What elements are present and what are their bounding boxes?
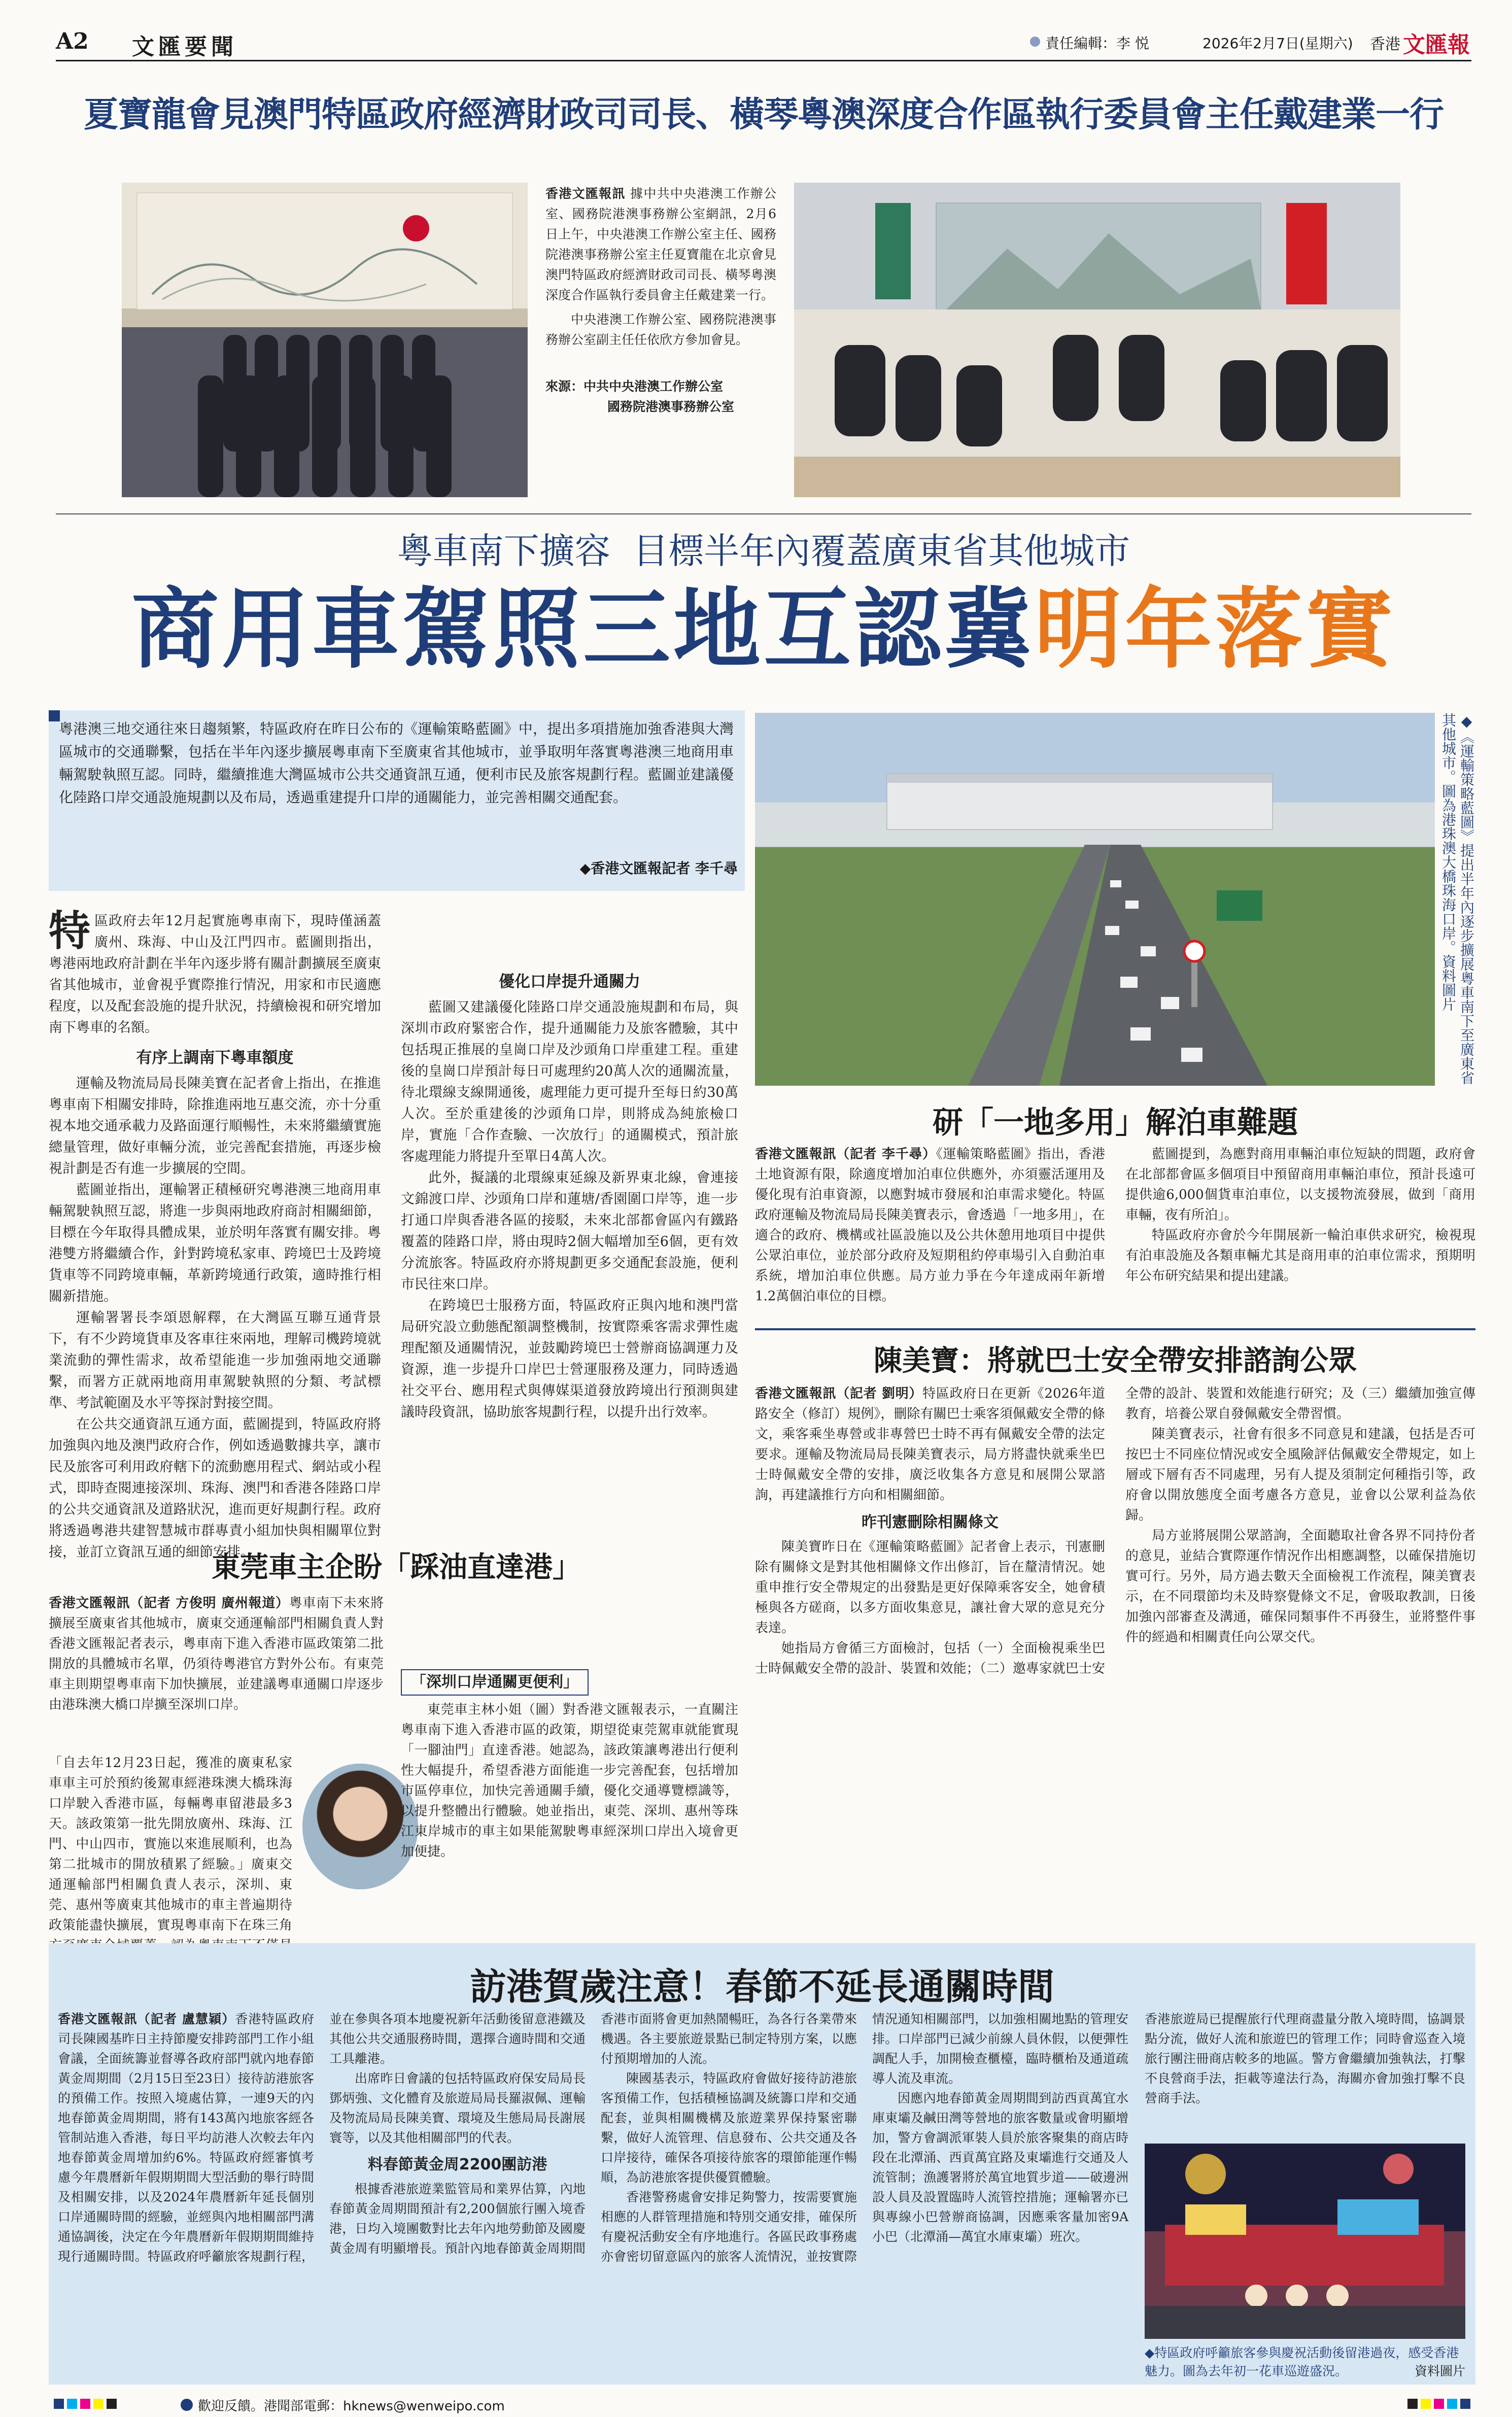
main-para5: 在公共交通資訊互通方面，藍圖提到，特區政府將加強與內地及澳門政府合作，例如透過數據共享，讓市民及旅客可利用政府轄下的流動應用程式、網站或小程式，即時查閱連接深圳、珠海、澳門和香港各陸路口岸的公共交通資訊及道路狀況，進而更好規劃行程。政府將透過粵港共建智慧城市群專責小組加快與相關單位對接，並訂立資訊互通的細節安排。: [49, 1417, 381, 1560]
side1-text: 《運輸策略藍圖》指出，香港土地資源有限，除適度增加泊車位供應外，亦須靈活運用及優化現有泊車資源，以應對城市發展和泊車需求變化。特區政府運輸及物流局局長陳美寶表示，會透過「一地多用」，在適合的政府、機構或社區設施以及公共休憩用地項目中提供公眾泊車位，並於部分政府及短期租約停車場引入自動泊車系統，增加泊車位供應。局方並力爭在今年達成兩年新增1.2萬個泊車位的目標。: [755, 1147, 1105, 1304]
editor-credit: 責任編輯：李 悦: [1045, 35, 1149, 52]
side1-text3: 特區政府亦會於今年開展新一輪泊車供求研究，檢視現有泊車設施及各類車輛尤其是商用車的泊車位需求，預期明年公布研究結果和提出建議。: [1125, 1228, 1475, 1284]
main-photo: [755, 713, 1435, 1086]
color-register-marks: [54, 2399, 155, 2411]
section-name: 文匯要聞: [132, 34, 237, 60]
side2-headline: 陳美寶：將就巴士安全帶安排諮詢公眾: [874, 1344, 1357, 1377]
meeting-photo-illustration: [794, 183, 1400, 497]
group-photo-illustration: [122, 183, 528, 497]
bottom-text1: 香港特區政府司長陳國基昨日主持節慶安排跨部門工作小組會議，全面統籌並督導各政府部門就內地春節黃金周期間（2月15日至23日）接待訪港旅客的預備工作。按照入境處估算，一連9天的內地春節黃金周期間，將有143萬內地旅客經各管制站進入香港，每日平均訪港人次較去年內地春節黃金周增加約6%。特區政府經審慎考慮今年農曆新年假期期間大型活動的舉行時間及相關安排，以及2024年農曆新年延長個別口岸通關時間的經驗，並經與內地相關部門溝通協調後，決定在今年農曆新年假期期間維持現行通關時間。特區政府呼籲旅客規劃行程，並在參與各項本地慶祝新年活動後留意港鐵及其他公共交通服務時間，選擇合適時間和交通工具離港。: [58, 2012, 586, 2264]
main-intro: [59, 717, 734, 809]
main-col2: [401, 911, 738, 1423]
main-para1: 區政府去年12月起實施粵車南下，現時僅涵蓋廣州、珠海、中山及江門四市。藍圖則指出，粵港兩地政府計劃在半年內逐步將有關計劃擴展至廣東省其他城市，並會視乎實際推行情況，用家和市民適應程度，以及配套設施的提升狀況，持續檢視和研究增加南下粵車的名額。: [49, 913, 381, 1035]
side2-lead: 香港文匯報訊（記者 劉明）: [755, 1386, 923, 1401]
main-col1: [49, 907, 381, 1563]
story1-source1: 來源：中共中央港澳工作辦公室: [545, 379, 724, 394]
main-headline-part2: 明年落實: [1035, 577, 1396, 680]
side2-text1: 特區政府日在更新《2026年道路安全（修訂）規例》，刪除有關巴士乘客須佩戴安全帶的條文，乘客乘坐專營或非專營巴士時不再有佩戴安全帶的法定要求。運輸及物流局局長陳美寶表示，局方將盡快就乘坐巴士時佩戴安全帶的安排，廣泛收集各方意見和展開公眾諮詢，再建議推行方向和相關細節。: [755, 1386, 1105, 1503]
issue-date: 2026年2月7日(星期六): [1202, 35, 1353, 52]
main-headline: [56, 578, 1471, 680]
page-number: A2: [56, 28, 89, 54]
side1-lead: 香港文匯報訊（記者 李千尋）: [755, 1147, 936, 1162]
editor-dot-icon: [1030, 37, 1040, 47]
side3-text3: 東莞車主林小姐（圖）對香港文匯報表示，一直關注粵車南下進入香港市區的政策，期望從東莞駕車就能實現「一腳油門」直達香港。她認為，該政策讓粵港出行便利性大幅提升，希望香港方面能進一步完善配套，包括增加市區停車位，加快完善通關手續，優化交通導覽標識等，以提升整體出行體驗。她並指出，東莞、深圳、惠州等珠江東岸城市的車主如果能駕駛粵車經深圳口岸出入境會更加便捷。: [401, 1702, 738, 1859]
main-subhead1: 有序上調南下粵車額度: [136, 1049, 294, 1067]
bottom-photo-caption-text: ◆特區政府呼籲旅客參與慶祝活動後留港過夜，感受香港魅力。圖為去年初一花車巡遊盛況。: [1145, 2345, 1459, 2378]
main-subhead2: 優化口岸提升通關力: [499, 973, 640, 991]
main-photo-caption: [1440, 713, 1475, 1086]
story1-text2: 中央港澳工作辦公室、國務院港澳事務辦公室副主任任依欣方參加會見。: [545, 312, 776, 347]
main-para6: 藍圖又建議優化陸路口岸交通設施規劃和布局，與深圳市政府緊密合作，提升通關能力及旅客體驗，其中包括現正推展的皇崗口岸及沙頭角口岸重建工程。重建後的皇崗口岸預計每日可處理約20萬人次的通關流量，待北環線支線開通後，處理能力更可提升至每日約30萬人次。至於重建後的沙頭角口岸，則將成為純旅檢口岸，實施「合作查驗、一次放行」的通關模式，預計旅客處理能力將提升至單日4萬人次。: [401, 999, 738, 1164]
paper-logo: 文匯報: [1403, 32, 1470, 58]
story1-photo-meeting: [794, 183, 1400, 497]
bottom-photo-caption: [1145, 2344, 1465, 2380]
story1-text: 據中共中央港澳工作辦公室、國務院港澳事務辦公室網訊，2月6日上午，中央港澳工作辦公室主任、國務院港澳事務辦公室主任夏寶龍在北京會見澳門特區政府經濟財政司司長、橫琴粵澳深度合作區執行委員會主任戴建業一行。: [545, 186, 776, 302]
main-para7: 此外，擬議的北環線東延線及新界東北線，會連接文錦渡口岸、沙頭角口岸和蓮塘/香園圍口岸等，進一步打通口岸與香港各區的接駁，未來北部都會區內有鐵路覆蓋的陸路口岸，將由現時2個大幅增加至6個，更有效分流旅客。特區政府亦將規劃更多交通配套設施，便利市民往來口岸。: [401, 1170, 738, 1292]
side2-body: [755, 1384, 1475, 1916]
bottom-subhead: 料春節黃金周2200團訪港: [367, 2156, 547, 2173]
main-para2: 運輸及物流局局長陳美寶在記者會上指出，在推進粵車南下相關安排時，除推進兩地互惠交流，亦十分重視本地交通承載力及路面運行順暢性，未來將繼續實施總量管理，做好車輛分流，並完善配套措施，再逐步檢視計劃是否有進一步擴展的空間。: [49, 1076, 381, 1177]
story1-body: [545, 184, 776, 417]
paper-prefix: 香港: [1370, 36, 1400, 53]
side1-headline: 研「一地多用」解泊車難題: [933, 1105, 1298, 1141]
main-intro-box: [49, 710, 745, 891]
bottom-text3: 根據香港旅遊業監管局和業界估算，內地春節黃金周期間預計有2,200個旅行團入境香港，日均入境團數對比去年內地勞動節及國慶黃金周有明顯增長。預計內地春節黃金周期間香港市面將會更加熱鬧暢旺，為各行各業帶來機遇。各主要旅遊景點已制定特別方案，以應付預期增加的人流。: [329, 2012, 857, 2256]
main-kicker: 粵車南下擴容 目標半年內覆蓋廣東省其他城市: [397, 530, 1130, 572]
side2-subhead: 昨刊憲刪除相關條文: [862, 1513, 999, 1531]
side3-lead: 香港文匯報訊（記者 方俊明 廣州報道）: [49, 1596, 289, 1611]
side2-box: [755, 1328, 1475, 1917]
main-para8: 在跨境巴士服務方面，特區政府正與內地和澳門當局研究設立動態配額調整機制，按實際乘客需求彈性處理配額及通關情況，並鼓勵跨境巴士營辦商協調運力及資源，進一步提升口岸巴士營運服務及運力，同時透過社交平台、應用程式與傳媒渠道發放跨境出行預測與建議時段資訊，協助旅客規劃行程，以提升出行效率。: [401, 1298, 738, 1420]
bottom-lead: 香港文匯報訊（記者 盧慧穎）: [58, 2012, 235, 2026]
story1-divider: [56, 513, 1471, 514]
main-byline: ◆香港文匯報記者 李千尋: [575, 857, 738, 878]
side3-col2: [401, 1593, 738, 1862]
bottom-text2: 出席昨日會議的包括特區政府保安局局長鄧炳強、文化體育及旅遊局局長羅淑佩、運輸及物流局局長陳美寶、環境及生態局局長謝展寰等，以及其他相關部門的代表。: [329, 2071, 586, 2145]
story1-headline: 夏寶龍會見澳門特區政府經濟財政司司長、橫琴粵澳深度合作區執行委員會主任戴建業一行: [83, 95, 1444, 135]
bottom-headline: 訪港賀歲注意！春節不延長通關時間: [469, 1965, 1054, 2008]
intro-marker-icon: [49, 710, 60, 721]
side3-col1: [49, 1593, 384, 1715]
side1-body: [755, 1144, 1475, 1306]
main-para3: 藍圖並指出，運輸署正積極研究粵港澳三地商用車輛駕駛執照互認，將進一步與兩地政府商討相關細節，目標在今年取得具體成果，並於明年落實有關安排。粵港雙方將繼續合作，針對跨境私家車、跨境巴士及跨境貨車等不同跨境車輛，革新跨境通行政策，適時推行相關新措施。: [49, 1182, 381, 1304]
side2-text3: 她指局方會循三方面檢討，包括（一）全面檢視乘坐巴士時佩戴安全帶的設計、裝置和效能；（二）邀專家就巴士安全帶的設計、裝置和效能進行研究；及（三）繼續加強宣傳教育，培養公眾自發佩戴安全帶習慣。: [755, 1386, 1475, 1676]
side3-subhead: 「深圳口岸通關更便利」: [401, 1669, 589, 1696]
side3-text1: 粵車南下未來將擴展至廣東省其他城市，廣東交通運輸部門相關負責人對香港文匯報記者表示，粵車南下進入香港市區政策第二批開放的具體城市名單，仍須待粵港官方對外公布。有東莞車主則期望粵車南下加快擴展，並建議粵車通關口岸逐步由港珠澳大橋口岸擴至深圳口岸。: [49, 1596, 384, 1712]
color-register-marks-right: [1369, 2399, 1470, 2411]
story1-lead: 香港文匯報訊: [545, 186, 626, 201]
bottom-photo-credit: 資料圖片: [1414, 2364, 1465, 2378]
main-para4: 運輸署署長李頌恩解釋，在大灣區互聯互通背景下，有不少跨境貨車及客車往來兩地，理解司機跨境就業流動的彈性需求，故希望能進一步加強兩地交通聯繫，而署方正就兩地商用車駕駛執照的分類、考試標準、考試範圍及水平等探討對接空間。: [49, 1310, 381, 1411]
bottom-photo: [1145, 2144, 1465, 2339]
port-photo-illustration: [755, 713, 1435, 1086]
story1-source2: 國務院港澳事務辦公室: [607, 399, 735, 414]
footer-email-icon: [181, 2399, 193, 2411]
bottom-text4: 陳國基表示，特區政府會做好接待訪港旅客預備工作，包括積極協調及統籌口岸和交通配套，並與相關機構及旅遊業界保持緊密聯繫，做好人流管理、信息發布、公共交通及各口岸接待，確保各項接待旅客的環節能運作暢順，為訪港旅客提供優質體驗。: [601, 2071, 857, 2185]
bottom-text5: 香港警務處會安排足夠警力，按需要實施相應的人群管理措施和特別交通安排，確保所有慶祝活動安全有序地進行。各區民政事務處亦會密切留意區內的旅客人流情況，並按實際情況通知相關部門，以加強相關地點的管理安排。口岸部門已減少前線人員休假，以便彈性調配人手，加開檢查櫃檯，臨時櫃枱及通道疏導人流及車流。: [601, 2012, 1128, 2264]
main-headline-part1: 商用車駕照三地互認冀: [131, 577, 1035, 680]
side2-text5: 局方並將展開公眾諮詢，全面聽取社會各界不同持份者的意見，並結合實際運作情況作出相應調整，以確保措施切實可行。另外，局方過去數天全面檢視工作流程，陳美寶表示，在不同環節均未及時察覺條文不足，會吸取教訓，日後加強內部審查及溝通，確保同類事件不再發生，並將整件事件的經過和相關責任向公眾交代。: [1125, 1528, 1475, 1645]
side2-text4: 陳美寶表示，社會有很多不同意見和建議，包括是否可按巴士不同座位情況或安全風險評估佩戴安全帶規定，如上層或下層有否不同處理，另有人提及須制定何種指引等，政府會以開放態度全面考慮各方意見，並會以公眾利益為依歸。: [1125, 1427, 1475, 1523]
main-photo-caption-text: ◆《運輸策略藍圖》提出半年內逐步擴展粵車南下至廣東省其他城市。圖為港珠澳大橋珠海口岸。資料圖片: [1440, 713, 1475, 1085]
footer-feedback[interactable]: 歡迎反饋。港聞部電郵：hknews@wenweipo.com: [198, 2399, 505, 2414]
side3-text2: 「自去年12月23日起，獲准的廣東私家車車主可於預約後駕車經港珠澳大橋珠海口岸駛入香港市區，每輛粵車留港最多3天。該政策第一批先開放廣州、珠海、江門、中山四市，實施以來進展順利，也為第二批城市的開放積累了經驗。」廣東交通運輸部門相關負責人表示，深圳、東莞、惠州等廣東其他城市的車主普遍期待政策能盡快擴展，實現粵車南下在珠三角: [49, 1755, 292, 1933]
story1-photo-group: [122, 183, 528, 497]
bottom-text6: 因應內地春節黃金周期間到訪西貢萬宜水庫東壩及鹹田灣等營地的旅客數量或會明顯增加，警方會調派軍裝人員於旅客聚集的商店時段在北潭涌、西貢萬宜路及東壩進行交通及人流管制；漁護署將於萬宜地質步道——破邊洲設人員及設置臨時人流管控措施；運輸署亦已與專線小巴營辦商協調，因應乘客量加密9A小巴（北潭涌—萬宜水庫東壩）班次。: [872, 2091, 1128, 2244]
side3-headline: 東莞車主企盼「踩油直達港」: [212, 1551, 581, 1584]
bottom-col5: [1145, 2009, 1465, 2108]
page-header: [56, 26, 1476, 60]
bottom-body: [58, 2009, 1128, 2379]
drop-cap: 特: [49, 907, 91, 955]
side1-text2: 藍圖提到，為應對商用車輛泊車位短缺的問題，政府會在北部都會區多個項目中預留商用車輛泊車位，預計長遠可提供逾6,000個貨車泊車位，以支援物流發展，做到「商用車輛，夜有所泊」。: [1125, 1147, 1475, 1223]
bottom-box: [49, 1943, 1475, 2385]
parade-photo-illustration: [1145, 2144, 1465, 2339]
side2-text2: 陳美寶昨日在《運輸策略藍圖》記者會上表示，刊憲刪除有關條文是對其他相關條文作出修訂，旨在釐清情況。她重申推行安全帶規定的出發點是更好保障乘客安全，她會積極與各方磋商，以多方面收集意見，讓社會大眾的意見充分表達。: [755, 1539, 1105, 1636]
footer: [49, 2396, 1475, 2413]
main-intro-text: 粵港澳三地交通往來日趨頻繁，特區政府在昨日公布的《運輸策略藍圖》中，提出多項措施加強香港與大灣區城市的交通聯繫，包括在半年內逐步擴展粵車南下至廣東省其他城市，並爭取明年落實粵港澳三地商用車輛駕駛執照互認。同時，繼續推進大灣區城市公共交通資訊互通，便利市民及旅客規劃行程。藍圖並建議優化陸路口岸交通設施規劃以及布局，透過重建提升口岸的通關能力，並完善相關交通配套。: [59, 720, 734, 806]
bottom-text7: 香港旅遊局已提醒旅行代理商盡量分散入境時間，協調景點分流，做好人流和旅遊巴的管理工作；同時會巡查入境旅行團注冊商店較多的地區。警方會繼續加強執法，打擊不良營商手法，拒載等違法行為，海關亦會加強打擊不良營商手法。: [1145, 2012, 1465, 2105]
header-rule: [56, 60, 1471, 61]
